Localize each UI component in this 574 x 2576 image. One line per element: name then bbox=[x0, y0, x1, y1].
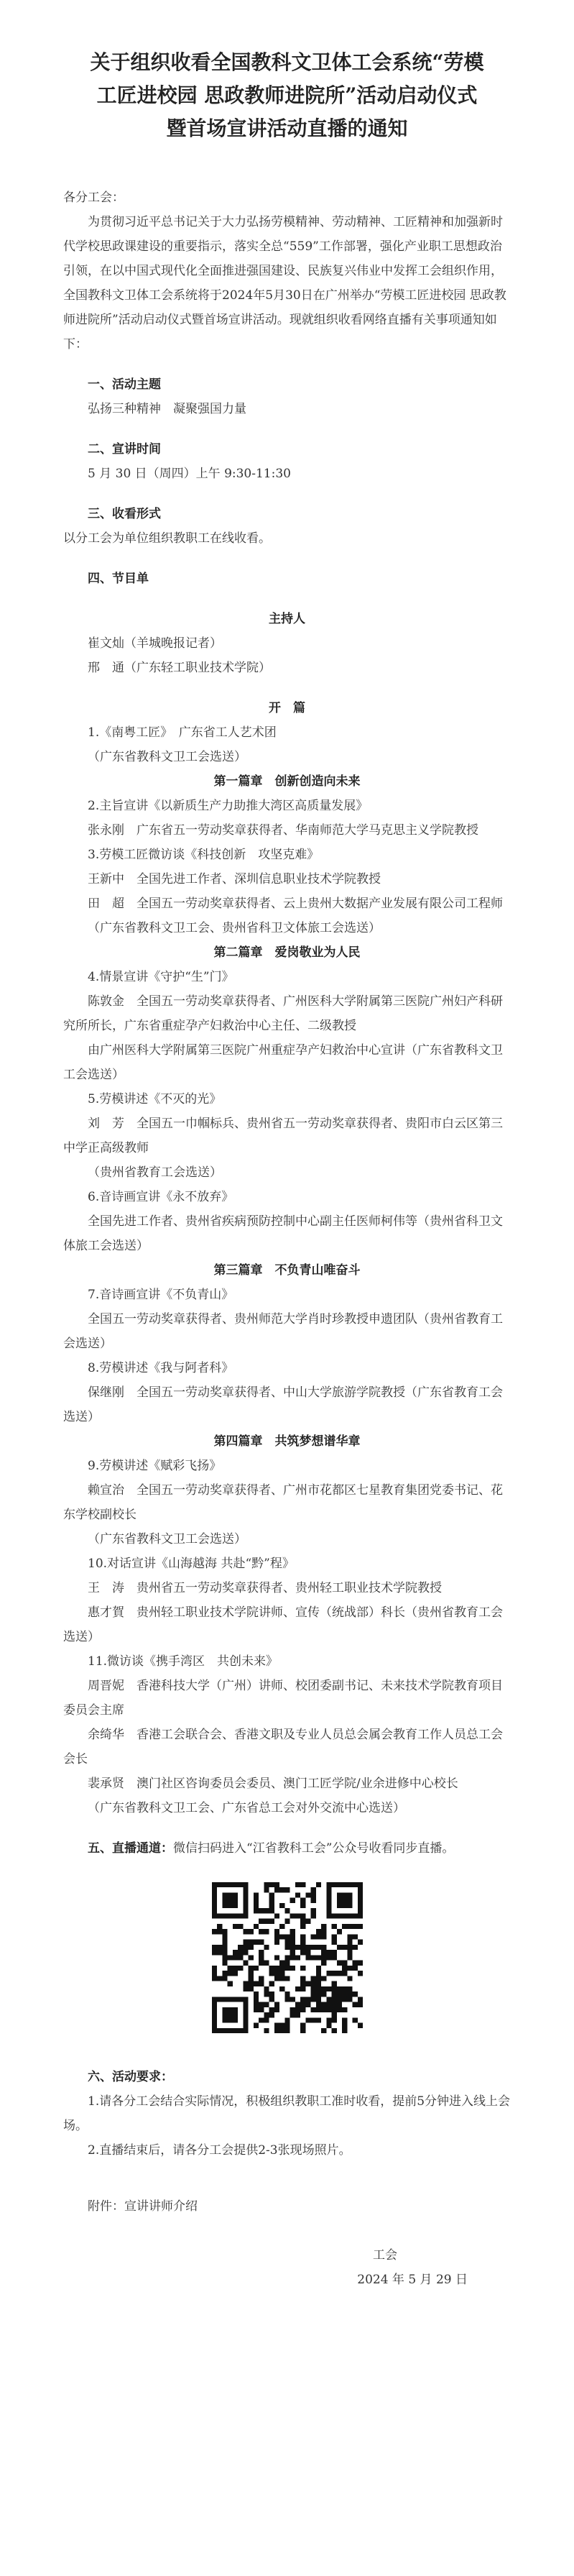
program-item-10-performer-2: 惠才賀 贵州轻工职业技术学院讲师、宣传（统战部）科长（贵州省教育工会选送） bbox=[63, 1605, 503, 1644]
greeting: 各分工会： bbox=[63, 191, 124, 205]
signature-unit: 工会 bbox=[373, 2248, 397, 2263]
host-1: 崔文灿（羊城晚报记者） bbox=[88, 636, 222, 651]
program-item-8-performer: 保继刚 全国五一劳动奖章获得者、中山大学旅游学院教授（广东省教育工会选送） bbox=[63, 1385, 503, 1424]
section-4-heading: 四、节目单 bbox=[88, 572, 149, 586]
program-item-7: 7.音诗画宣讲《不负青山》 bbox=[88, 1288, 234, 1302]
program-item-8: 8.劳模讲述《我与阿者科》 bbox=[88, 1361, 234, 1375]
section-3-heading: 三、收看形式 bbox=[88, 507, 161, 521]
section-5 bbox=[63, 1836, 511, 1861]
program-item-11-performer-2: 余绮华 香港工会联合会、香港文职及专业人员总会属会教育工作人员总工会会长 bbox=[63, 1728, 503, 1766]
program-item-4-org: 由广州医科大学附属第三医院广州重症孕产妇救治中心宣讲（广东省教科文卫工会选送） bbox=[63, 1043, 503, 1082]
program-item-6-performer: 全国先进工作者、贵州省疾病预防控制中心副主任医师柯伟等（贵州省科卫文体旅工会选送） bbox=[63, 1214, 503, 1253]
signature-date: 2024 年 5 月 29 日 bbox=[357, 2273, 468, 2287]
program-item-4: 4.情景宣讲《守护“生”门》 bbox=[88, 970, 234, 984]
chapter-4-title: 第四篇章 共筑梦想谱华章 bbox=[213, 1434, 361, 1449]
program-item-11-performer-1: 周晋妮 香港科技大学（广州）讲师、校团委副书记、未来技术学院教育项目委员会主席 bbox=[63, 1679, 503, 1718]
requirement-1: 1.请各分工会结合实际情况，积极组织教职工准时收看，提前5分钟进入线上会场。 bbox=[63, 2094, 511, 2133]
program-item-6: 6.音诗画宣讲《永不放弃》 bbox=[88, 1190, 234, 1204]
attachment-link[interactable]: 附件：宣讲讲师介绍 bbox=[88, 2199, 198, 2214]
program-item-2-performer: 张永刚 广东省五一劳动奖章获得者、华南师范大学马克思主义学院教授 bbox=[88, 823, 478, 838]
program-item-5: 5.劳模讲述《不灭的光》 bbox=[88, 1092, 222, 1106]
program-item-3-performer-2: 田 超 全国五一劳动奖章获得者、云上贵州大数据产业发展有限公司工程师 bbox=[88, 897, 503, 911]
program-item-11: 11.微访谈《携手湾区 共创未来》 bbox=[88, 1654, 279, 1669]
chapter-2-title: 第二篇章 爱岗敬业为人民 bbox=[213, 945, 361, 960]
section-1-body: 弘扬三种精神 凝聚强国力量 bbox=[88, 402, 246, 416]
program-item-3-org: （广东省教科文卫工会、贵州省科卫文体旅工会选送） bbox=[88, 921, 381, 935]
program-item-10-performer-1: 王 涛 贵州省五一劳动奖章获得者、贵州轻工职业技术学院教授 bbox=[88, 1581, 442, 1595]
program-item-5-org: （贵州省教育工会选送） bbox=[88, 1165, 222, 1180]
program-item-3-performer-1: 王新中 全国先进工作者、深圳信息职业技术学院教授 bbox=[88, 872, 381, 886]
section-5-body: 微信扫码进入“江省教科工会”公众号收看同步直播。 bbox=[173, 1841, 455, 1856]
program-item-9: 9.劳模讲述《赋彩飞扬》 bbox=[88, 1459, 222, 1473]
qr-code[interactable] bbox=[212, 1882, 363, 2033]
section-3-body: 以分工会为单位组织教职工在线收看。 bbox=[63, 531, 271, 546]
title-line-2: 工匠进校园 思政教师进院所”活动启动仪式 bbox=[96, 83, 478, 107]
requirement-2: 2.直播结束后，请各分工会提供2-3张现场照片。 bbox=[88, 2143, 351, 2158]
opening-title: 开 篇 bbox=[269, 701, 305, 715]
qr-code-container bbox=[63, 1882, 511, 2033]
program-item-3: 3.劳模工匠微访谈《科技创新 攻坚克难》 bbox=[88, 848, 320, 862]
program-item-11-org: （广东省教科文卫工会、广东省总工会对外交流中心选送） bbox=[88, 1801, 405, 1815]
program-item-2: 2.主旨宣讲《以新质生产力助推大湾区高质量发展》 bbox=[88, 799, 369, 813]
program-item-9-performer: 赖宣治 全国五一劳动奖章获得者、广州市花都区七星教育集团党委书记、花东学校副校长 bbox=[63, 1483, 503, 1522]
title-line-3: 暨首场宣讲活动直播的通知 bbox=[166, 116, 408, 140]
host-title: 主持人 bbox=[269, 612, 305, 626]
section-5-heading: 五、直播通道： bbox=[88, 1841, 173, 1856]
title-line-1: 关于组织收看全国教科文卫体工会系统“劳模 bbox=[90, 50, 484, 74]
host-2: 邢 通（广东轻工职业技术学院） bbox=[88, 661, 271, 675]
intro-paragraph: 为贯彻习近平总书记关于大力弘扬劳模精神、劳动精神、工匠精神和加强新时代学校思政课建设的重要指示，落实全总“559”工作部署，强化产业职工思想政治引领，在以中国式现代化全面推进强国建设、民族复兴伟业中发挥工会组织作用，全国教科文卫体工会系统将于2024年5月30日在广州举办“劳模工匠进校园 思政教师进院所”活动启动仪式暨首场宣讲活动。现就组织收看网络直播有关事项通知如下： bbox=[63, 215, 506, 352]
signature-block bbox=[63, 2243, 511, 2292]
chapter-3-title: 第三篇章 不负青山唯奋斗 bbox=[213, 1263, 361, 1278]
program-item-7-performer: 全国五一劳动奖章获得者、贵州师范大学肖时珍教授申遗团队（贵州省教育工会选送） bbox=[63, 1312, 503, 1351]
section-2-heading: 二、宣讲时间 bbox=[88, 442, 161, 457]
program-item-4-performer: 陈敦金 全国五一劳动奖章获得者、广州医科大学附属第三医院广州妇产科研究所所长，广东省重症孕产妇救治中心主任、二级教授 bbox=[63, 994, 503, 1033]
program-item-10: 10.对话宣讲《山海越海 共赴“黔”程》 bbox=[88, 1557, 295, 1571]
section-1-heading: 一、活动主题 bbox=[88, 377, 161, 392]
program-item-9-org: （广东省教科文卫工会选送） bbox=[88, 1532, 246, 1546]
chapter-1-title: 第一篇章 创新创造向未来 bbox=[213, 774, 361, 789]
section-6-heading: 六、活动要求： bbox=[88, 2070, 173, 2084]
program-item-5-performer: 刘 芳 全国五一巾帼标兵、贵州省五一劳动奖章获得者、贵阳市白云区第三中学正高级教师 bbox=[63, 1117, 503, 1155]
notice-title bbox=[63, 46, 511, 145]
program-item-11-performer-3: 裴承贤 澳门社区咨询委员会委员、澳门工匠学院/业余进修中心校长 bbox=[88, 1777, 458, 1791]
section-2-body: 5 月 30 日（周四）上午 9:30-11:30 bbox=[88, 467, 291, 481]
program-item-1-org: （广东省教科文卫工会选送） bbox=[88, 750, 246, 764]
program-item-1: 1.《南粤工匠》 广东省工人艺术团 bbox=[88, 725, 277, 740]
